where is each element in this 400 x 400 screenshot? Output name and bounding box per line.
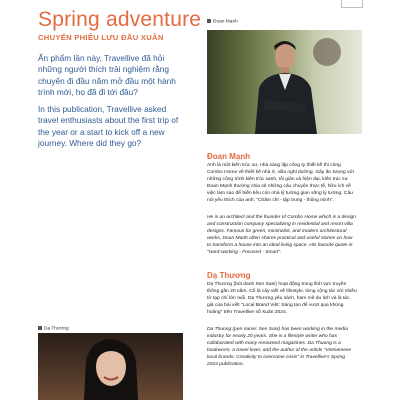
profile-bio-en-thuong: Da Thuong (pen name: Sen Sani) has been working in the media industry for nearly 20 years. She is a lifestyle writer who has collaborated with many renowned magazines. Da Thuong is a bookworm, a travel lover, and the author of the article "Vietnamese local brands: Creativity to overcome crisis" in Travellive's Spring 2024 publication. (207, 327, 352, 367)
caption-bullet-icon (207, 19, 211, 23)
page-subtitle: CHUYẾN PHIÊU LƯU ĐẦU XUÂN (38, 33, 164, 42)
profile-name-thuong: Dạ Thương (207, 271, 251, 280)
page-title: Spring adventure (38, 8, 202, 31)
portrait-photo-thuong (38, 333, 183, 400)
profile-bio-vi-manh: Anh là một kiến trúc sư, nhà sáng lập công ty thiết kế thi công Combo Home về thiết kế nhà ở, villa nghỉ dưỡng. Gây ấn tượng với những công trình kiến trúc xanh, tối giản và hiện đại, kiến trúc sư Đoan Mạnh thường chia sẻ những câu chuyện thực tế, hữu ích về việc làm sao để biến tiêu cón nhà lý tưởng gian sống lý tưởng. Câu nói yêu thích của anh: "Chăm chỉ - tập trung - thông minh". (207, 163, 354, 203)
photo-caption-manh-text: Đoan Mạnh (213, 19, 238, 25)
photo-caption-thuong (38, 326, 69, 331)
profile-name-manh: Đoan Mạnh (207, 152, 251, 161)
photo-caption-manh (207, 19, 238, 24)
portrait-photo-manh (207, 30, 362, 134)
portrait-figure-thuong (38, 333, 183, 400)
profile-bio-en-manh: He is an architect and the founder of Combo Home which is a design and construction company specializing in residential and resort villa designs. Famous for green, minimalist, and modern architectural works, Doan Manh often shares practical and useful stories on how to transform a house into an ideal living space. His favorite quote is: "Hard-working - Focused - Smart". (207, 215, 356, 255)
caption-bullet-icon (38, 326, 42, 330)
photo-caption-thuong-text: Dạ Thương (44, 326, 69, 332)
portrait-figure-manh (207, 30, 362, 134)
intro-english: In this publication, Travellive asked travel enthusiasts about the first trip of the year or a start to kick off a new journey. Where did they go? (38, 104, 179, 149)
profile-bio-vi-thuong: Dạ Thương (bút danh Sen Sani) hoạt động trong lĩnh vực truyền thông gần 20 năm. Cô là cây viết về lifestyle, từng cộng tác với nhiều tờ tạp chí lớn tuổi. Dạ Thương yêu sách, ham mê du lịch và là tác giả của bài viết "Local Brand Việt: Sáng tạo để vượt qua khủng hoảng" trên Travellive số Xuân 2024. (207, 282, 357, 315)
page-corner-box (341, 0, 363, 8)
intro-vietnamese: Ấn phẩm lần này, Travellive đã hỏi những người thích trải nghiệm rằng chuyến đi đầu năm mở đầu một hành trình mới, họ đã đi tới đâu? (38, 53, 176, 98)
